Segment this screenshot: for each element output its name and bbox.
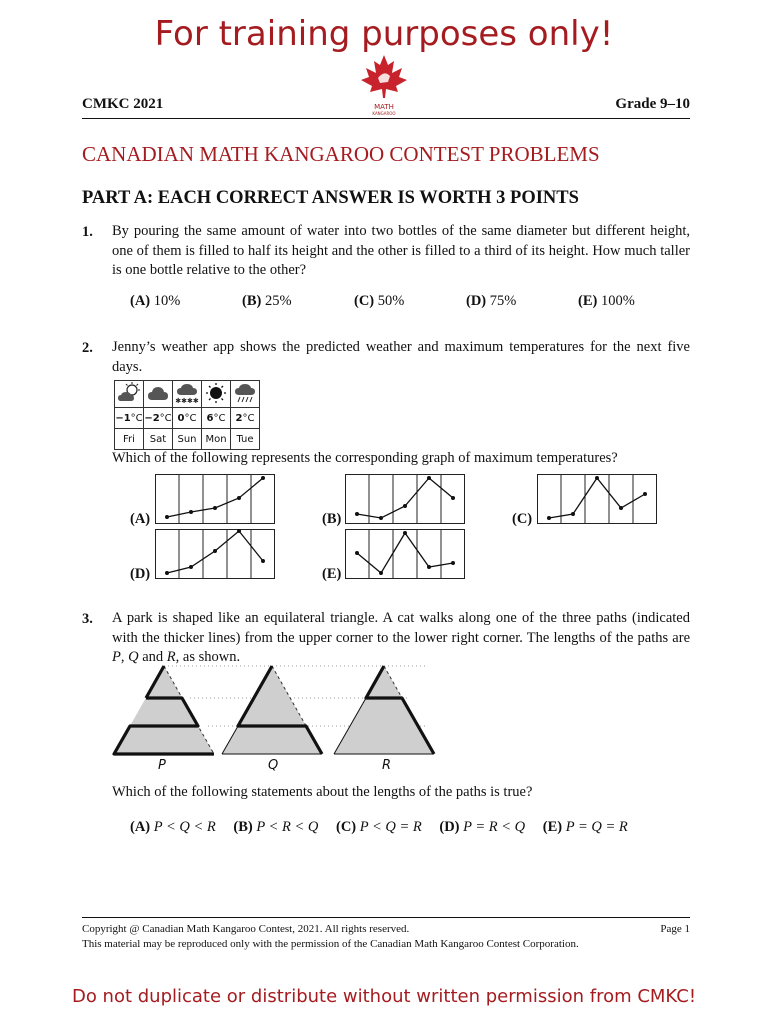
sun-icon	[204, 382, 228, 404]
rain-icon	[233, 382, 257, 404]
q3-option-d[interactable]: (D) P = R < Q	[439, 819, 526, 835]
cloud-icon	[146, 382, 170, 404]
weather-sat-icon-cell	[144, 381, 173, 408]
logo-subtext: KANGAROO	[372, 111, 396, 116]
header-grade: Grade 9–10	[615, 96, 690, 112]
q2-option-d-label[interactable]: (D)	[130, 566, 151, 582]
q3-option-e[interactable]: (E) P = Q = R	[542, 819, 628, 835]
svg-text:✱✱✱✱: ✱✱✱✱	[175, 396, 199, 404]
q2-option-a-label[interactable]: (A)	[130, 511, 151, 527]
weather-sat-day: Sat	[144, 429, 173, 450]
math-kangaroo-logo	[358, 54, 410, 122]
training-banner: For training purposes only!	[154, 14, 614, 54]
weather-mon-day: Mon	[202, 429, 231, 450]
triangle-paths-figure	[108, 664, 448, 760]
q2-question: Which of the following represents the corresponding graph of maximum temperatures?	[112, 450, 618, 466]
figure-label-p: P	[158, 758, 166, 773]
weather-tue-icon-cell	[231, 381, 260, 408]
q3-question: Which of the following statements about the lengths of the paths is true?	[112, 784, 533, 800]
q1-option-b[interactable]: (B) 25%	[242, 293, 292, 309]
sun-cloud-icon	[117, 382, 141, 404]
q3-option-b[interactable]: (B) P < R < Q	[233, 819, 319, 835]
page-title: CANADIAN MATH KANGAROO CONTEST PROBLEMS	[82, 142, 600, 166]
q2-option-c-label[interactable]: (C)	[512, 511, 533, 527]
weather-fri-temp: −1°C	[115, 408, 144, 429]
graph-option-c[interactable]	[537, 474, 657, 524]
part-a-heading: PART A: EACH CORRECT ANSWER IS WORTH 3 POINTS	[82, 188, 579, 208]
graph-option-b[interactable]	[345, 474, 465, 524]
header-rule	[82, 118, 690, 119]
footer-permission: This material may be reproduced only with the permission of the Canadian Math Kangaroo Contest Corporation.	[82, 938, 579, 950]
path-p-triangle	[114, 666, 214, 754]
page-number: Page 1	[660, 923, 690, 935]
q2-text: Jenny’s weather app shows the predicted weather and maximum temperatures for the next five days.	[112, 339, 690, 375]
weather-table	[114, 380, 260, 450]
path-q-triangle	[222, 666, 322, 754]
q1-option-d[interactable]: (D) 75%	[466, 293, 517, 309]
figure-label-r: R	[382, 758, 392, 773]
q1-option-a[interactable]: (A) 10%	[130, 293, 181, 309]
footer-rule	[82, 917, 690, 918]
header-contest: CMKC 2021	[82, 96, 164, 112]
snow-icon	[175, 382, 199, 404]
graph-option-e[interactable]	[345, 529, 465, 579]
weather-tue-day: Tue	[231, 429, 260, 450]
q3-text: A park is shaped like an equilateral triangle. A cat walks along one of the three paths (indicated with the thicker lines) from the upper corner to the lower right corner. The lengths of the paths are P, Q and R, as shown.	[112, 610, 690, 665]
q3-option-a[interactable]: (A) P < Q < R	[130, 819, 216, 835]
q3-number: 3.	[82, 611, 93, 627]
q1-number: 1.	[82, 224, 93, 240]
q2-number: 2.	[82, 340, 93, 356]
q1-text: By pouring the same amount of water into two bottles of the same diameter but different height, one of them is filled to half its height and the other is filled to a third of its height. How much taller is one bottle relative to the other?	[112, 223, 690, 278]
logo-text: MATH	[374, 103, 394, 111]
q1-option-c[interactable]: (C) 50%	[354, 293, 405, 309]
weather-sun-icon-cell	[173, 381, 202, 408]
q1-options	[130, 293, 690, 310]
weather-fri-icon-cell	[115, 381, 144, 408]
weather-mon-icon-cell	[202, 381, 231, 408]
q1-option-e[interactable]: (E) 100%	[578, 293, 635, 309]
graph-option-d[interactable]	[155, 529, 275, 579]
figure-label-q: Q	[268, 758, 279, 773]
weather-mon-temp: 6°C	[202, 408, 231, 429]
weather-sun-temp: 0°C	[173, 408, 202, 429]
weather-sun-day: Sun	[173, 429, 202, 450]
distribution-notice: Do not duplicate or distribute without written permission from CMKC!	[71, 986, 697, 1007]
q2-option-b-label[interactable]: (B)	[322, 511, 342, 527]
footer-copyright: Copyright @ Canadian Math Kangaroo Contest, 2021. All rights reserved.	[82, 923, 410, 935]
weather-sat-temp: −2°C	[144, 408, 173, 429]
q2-option-e-label[interactable]: (E)	[322, 566, 342, 582]
maple-leaf-icon	[358, 54, 410, 98]
q3-option-c[interactable]: (C) P < Q = R	[335, 819, 422, 835]
weather-tue-temp: 2°C	[231, 408, 260, 429]
q3-options	[130, 819, 690, 836]
graph-option-a[interactable]	[155, 474, 275, 524]
weather-fri-day: Fri	[115, 429, 144, 450]
path-r-triangle	[334, 666, 434, 754]
